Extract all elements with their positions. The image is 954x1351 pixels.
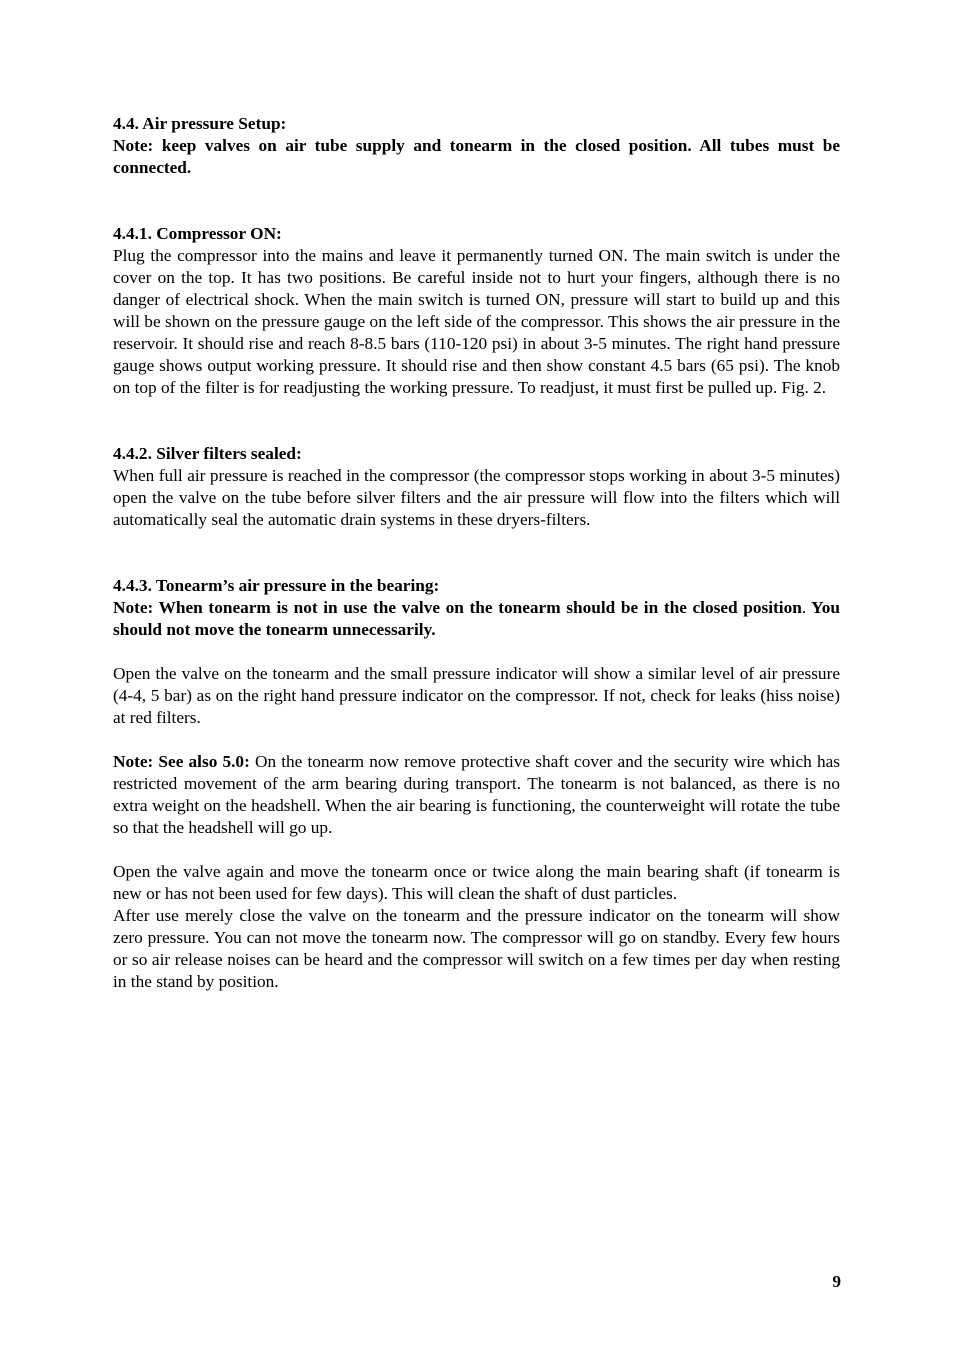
section-4-4-3-paragraph-3: Open the valve again and move the tonearm once or twice along the main bearing shaft (if tonearm is new or has not been used for few days). This will clean the shaft of dust particles. (113, 862, 840, 903)
section-4-4-3-paragraph-2 (113, 751, 840, 839)
section-4-4-3-paragraph-1: Open the valve on the tonearm and the small pressure indicator will show a similar level of air pressure (4-4, 5 bar) as on the right hand pressure indicator on the compressor. If not, check for leaks (hiss noise) at red filters. (113, 664, 840, 727)
note-separator: . (801, 598, 807, 617)
spacer (113, 839, 840, 861)
section-4-4-heading: 4.4. Air pressure Setup: (113, 114, 287, 133)
page-number: 9 (832, 1272, 841, 1291)
spacer (113, 531, 840, 575)
note-part-2: You should not move the tonearm unnecessarily. (113, 598, 840, 639)
note-part-1: Note: When tonearm is not in use the valve on the tonearm should be in the closed position (113, 598, 802, 617)
spacer (113, 729, 840, 751)
section-4-4-3-note (113, 597, 840, 641)
document-page (113, 113, 840, 993)
paragraph-2-body: On the tonearm now remove protective shaft cover and the security wire which has restricted movement of the arm bearing during transport. The tonearm is not balanced, as there is no extra weight on the headshell. When the air bearing is functioning, the counterweight will rotate the tube so that the headshell will go up. (113, 752, 840, 837)
spacer (113, 641, 840, 663)
see-also-note: Note: See also 5.0: (113, 752, 250, 771)
section-4-4-3-paragraph-4: After use merely close the valve on the tonearm and the pressure indicator on the tonearm will show zero pressure. You can not move the tonearm now. The compressor will go on standby. Every few hours or so air release noises can be heard and the compressor will switch on a few times per day when resting in the stand by position. (113, 906, 840, 991)
section-4-4-1-heading: 4.4.1. Compressor ON: (113, 224, 282, 243)
section-4-4-1-body: Plug the compressor into the mains and leave it permanently turned ON. The main switch is under the cover on the top. It has two positions. Be careful inside not to hurt your fingers, although there is no danger of electrical shock. When the main switch is turned ON, pressure will start to build up and this will be shown on the pressure gauge on the left side of the compressor. This shows the air pressure in the reservoir. It should rise and reach 8-8.5 bars (110-120 psi) in about 3-5 minutes. The right hand pressure gauge shows output working pressure. It should rise and then show constant 4.5 bars (65 psi). The knob on top of the filter is for readjusting the working pressure. To readjust, it must first be pulled up. Fig. 2. (113, 246, 840, 397)
spacer (113, 399, 840, 443)
section-4-4-note: Note: keep valves on air tube supply and tonearm in the closed position. All tubes must be connected. (113, 136, 840, 177)
section-4-4-3-heading: 4.4.3. Tonearm’s air pressure in the bearing: (113, 576, 440, 595)
section-4-4-2-body: When full air pressure is reached in the compressor (the compressor stops working in about 3-5 minutes) open the valve on the tube before silver filters and the air pressure will flow into the filters which will automatically seal the automatic drain systems in these dryers-filters. (113, 466, 840, 529)
spacer (113, 179, 840, 223)
section-4-4-2-heading: 4.4.2. Silver filters sealed: (113, 444, 302, 463)
